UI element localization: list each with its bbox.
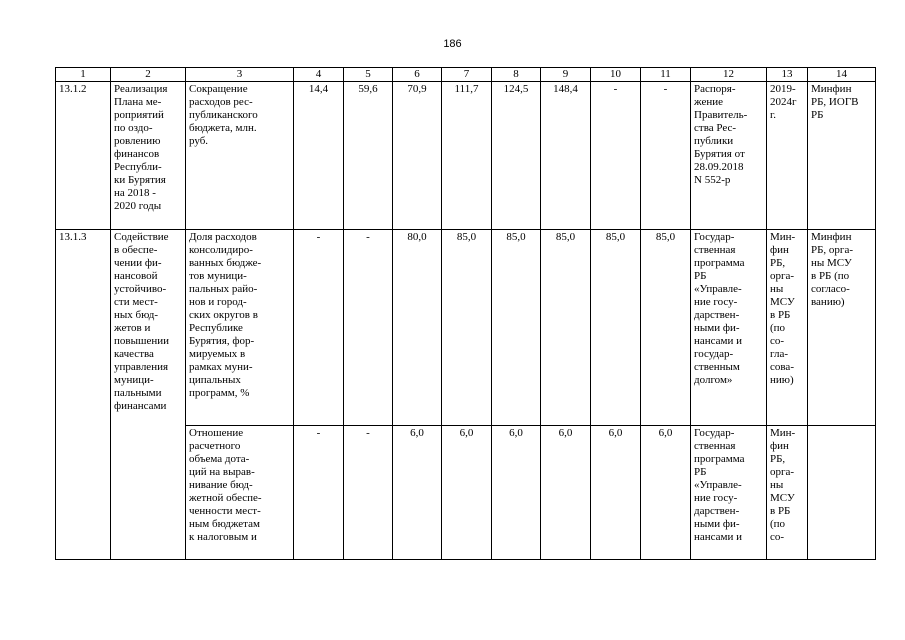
row-code: 13.1.2 xyxy=(56,82,111,230)
value-cell: 85,0 xyxy=(641,230,691,426)
value-cell: 6,0 xyxy=(492,426,541,560)
value-cell: - xyxy=(294,426,344,560)
column-header: 14 xyxy=(808,68,876,82)
column-header: 11 xyxy=(641,68,691,82)
document-cell: Государ- ственная программа РБ «Управле- ние госу- дарствен- ными фи- нансами и государ- ственным долгом» xyxy=(691,230,767,426)
column-header: 7 xyxy=(442,68,492,82)
column-header: 5 xyxy=(344,68,393,82)
document-cell xyxy=(691,426,767,560)
value-cell: - xyxy=(344,230,393,426)
value-cell: 85,0 xyxy=(591,230,641,426)
value-cell: - xyxy=(344,426,393,560)
value-cell: - xyxy=(591,82,641,230)
value-cell: 85,0 xyxy=(492,230,541,426)
column-header: 13 xyxy=(767,68,808,82)
table-row xyxy=(56,82,876,230)
responsible-cell: Минфин РБ, ИОГВ РБ xyxy=(808,82,876,230)
value-cell: - xyxy=(294,230,344,426)
document-cell: Распоря- жение Правитель- ства Рес- публики Бурятия от 28.09.2018 N 552-р xyxy=(691,82,767,230)
indicator-text: Отношение расчетного объема дота- ций на вырав- нивание бюд- жетной обеспе- ченности мест- ным бюджетам к налоговым и xyxy=(189,427,262,543)
period-cell xyxy=(767,426,808,560)
responsible-cell xyxy=(808,426,876,560)
column-header: 10 xyxy=(591,68,641,82)
value-cell: 6,0 xyxy=(442,426,492,560)
value-cell: 6,0 xyxy=(641,426,691,560)
value-cell: 85,0 xyxy=(541,230,591,426)
period-cell: Мин- фин РБ, орга- ны МСУ в РБ (по со- гла- сова- нию) xyxy=(767,230,808,426)
value-cell: 124,5 xyxy=(492,82,541,230)
table-header-row xyxy=(56,68,876,82)
column-header: 12 xyxy=(691,68,767,82)
measure-cell: Реализация Плана ме- роприятий по оздо- ровлению финансов Республи- ки Бурятия на 2018 - 2020 годы xyxy=(111,82,186,230)
value-cell: 85,0 xyxy=(442,230,492,426)
value-cell: - xyxy=(641,82,691,230)
column-header: 4 xyxy=(294,68,344,82)
value-cell: 111,7 xyxy=(442,82,492,230)
value-cell: 59,6 xyxy=(344,82,393,230)
column-header: 3 xyxy=(186,68,294,82)
column-header: 6 xyxy=(393,68,442,82)
column-header: 9 xyxy=(541,68,591,82)
column-header: 2 xyxy=(111,68,186,82)
value-cell: 6,0 xyxy=(591,426,641,560)
indicator-cell xyxy=(186,426,294,560)
indicator-cell: Доля расходов консолидиро- ванных бюдже- тов муници- пальных райо- нов и город- ских округов в Республике Бурятия, фор- мируемых в рамках муни- ципальных программ, % xyxy=(186,230,294,426)
indicator-cell: Сокращение расходов рес- публиканского бюджета, млн. руб. xyxy=(186,82,294,230)
period-text: Мин- фин РБ, орга- ны МСУ в РБ (по со- xyxy=(770,427,796,543)
page-number: 186 xyxy=(443,38,462,50)
document-text: Государ- ственная программа РБ «Управле- ние госу- дарствен- ными фи- нансами и xyxy=(694,427,745,543)
value-cell: 6,0 xyxy=(541,426,591,560)
value-cell: 6,0 xyxy=(393,426,442,560)
period-cell: 2019- 2024г г. xyxy=(767,82,808,230)
value-cell: 14,4 xyxy=(294,82,344,230)
plan-table xyxy=(55,67,876,560)
column-header: 1 xyxy=(56,68,111,82)
value-cell: 70,9 xyxy=(393,82,442,230)
value-cell: 80,0 xyxy=(393,230,442,426)
row-code: 13.1.3 xyxy=(56,230,111,560)
table-row xyxy=(56,230,876,426)
measure-cell: Содействие в обеспе- чении фи- нансовой устойчиво- сти мест- ных бюд- жетов и повышении качества управления муници- пальными финансами xyxy=(111,230,186,560)
responsible-cell: Минфин РБ, орга- ны МСУ в РБ (по согласо- ванию) xyxy=(808,230,876,426)
value-cell: 148,4 xyxy=(541,82,591,230)
column-header: 8 xyxy=(492,68,541,82)
